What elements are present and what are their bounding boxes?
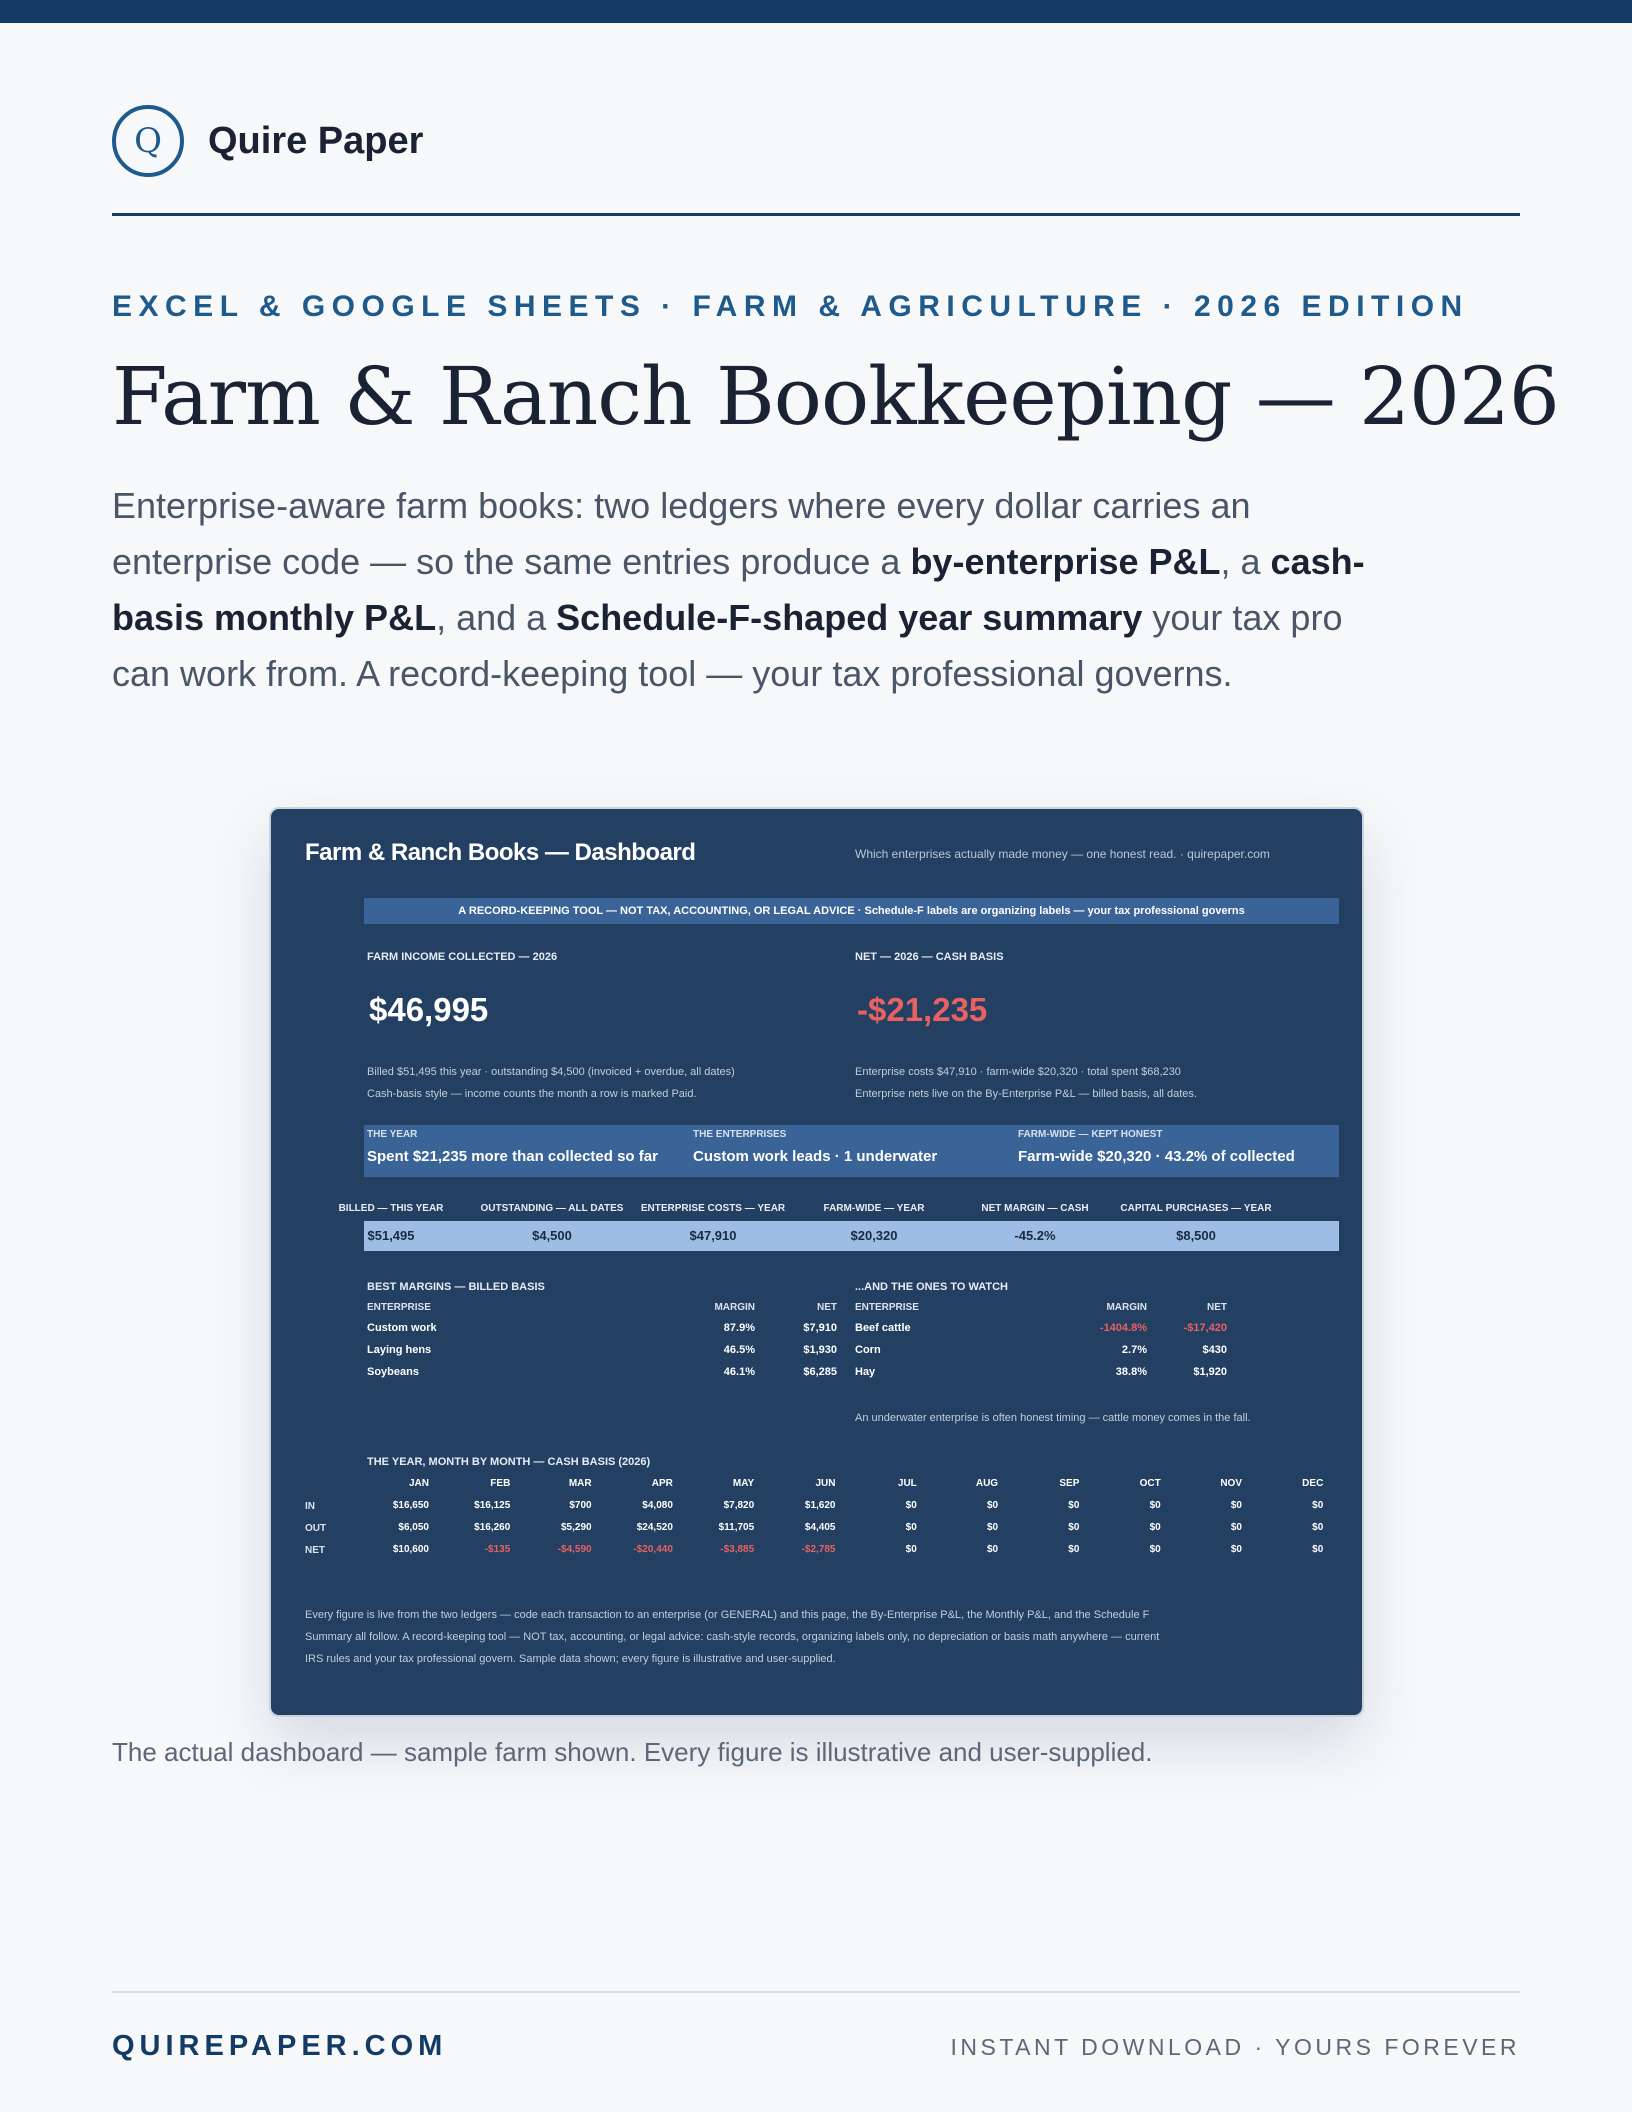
watch-row-margin: -1404.8% (1099, 1322, 1147, 1334)
top-accent-bar (0, 0, 1632, 23)
dashboard-screenshot (269, 807, 1364, 1717)
month-header: SEP (1059, 1478, 1080, 1489)
monthly-cell: $0 (905, 1544, 917, 1555)
lede-bold-1: by-enterprise P&L (910, 541, 1221, 582)
kpi-value-billed: $51,495 (367, 1228, 415, 1243)
monthly-cell: -$135 (484, 1544, 511, 1555)
lede-text-2: , a (1220, 541, 1271, 582)
monthly-cell: $700 (569, 1500, 592, 1511)
best-row-name: Soybeans (367, 1366, 419, 1378)
month-header: JAN (408, 1478, 429, 1489)
monthly-cell: $5,290 (561, 1522, 592, 1533)
watch-header-margin: MARGIN (1106, 1302, 1147, 1313)
best-row-name: Custom work (367, 1322, 437, 1334)
strip-farmwide (1018, 1129, 1295, 1165)
strip-year (367, 1129, 658, 1165)
footer-divider (112, 1991, 1520, 1993)
best-row-margin: 46.1% (723, 1366, 755, 1378)
net-note-2: Enterprise nets live on the By-Enterprise P&L — billed basis, all dates. (855, 1088, 1197, 1100)
month-header: JUL (897, 1478, 917, 1489)
month-header: NOV (1220, 1478, 1242, 1489)
monthly-cell: $0 (1149, 1500, 1161, 1511)
monthly-row-label: IN (305, 1501, 315, 1512)
strip-enterprises-value: Custom work leads · 1 underwater (693, 1148, 938, 1165)
summary-strip (364, 1125, 1339, 1177)
dashboard-footnote: Every figure is live from the two ledgers — code each transaction to an enterprise (or GENERAL) and this page, the By-Enterprise P&L, the Monthly P&L, and the Schedule F Summary all follow. A record-keeping tool — NOT tax, accounting, or legal advice: cash-style records, organizing labels only, no depreciation or basis math anywhere — current IRS rules and your tax professional govern. Sample data shown; every figure is illustrative and user-supplied. (305, 1609, 1160, 1665)
monthly-cell: $0 (1068, 1544, 1080, 1555)
brand-name: Quire Paper (208, 119, 424, 162)
monthly-cell: $0 (986, 1500, 999, 1511)
lede-text-3: , and a (436, 597, 557, 638)
lede-text-1: Enterprise-aware farm books: two ledgers where every dollar carries an enterprise code — so the same entries produce a (112, 485, 1251, 582)
best-row-margin: 46.5% (723, 1344, 755, 1356)
strip-enterprises (693, 1129, 937, 1165)
monthly-cell: $0 (1230, 1522, 1242, 1533)
page-title: Farm & Ranch Bookkeeping — 2026 (112, 350, 1559, 443)
kpi-label-farmwide: FARM-WIDE — YEAR (823, 1203, 925, 1214)
kpi-value-net-margin: -45.2% (1014, 1228, 1056, 1243)
kpi-label-net-margin: NET MARGIN — CASH (981, 1203, 1089, 1214)
best-header-net: NET (817, 1302, 837, 1313)
monthly-cell: $6,050 (398, 1522, 429, 1533)
month-header: FEB (490, 1478, 511, 1489)
monthly-cell: $24,520 (636, 1522, 673, 1533)
income-note-2: Cash-basis style — income counts the month a row is marked Paid. (367, 1088, 697, 1100)
monthly-cell: $4,405 (804, 1522, 836, 1533)
best-row-net: $7,910 (803, 1322, 837, 1334)
watch-row-margin: 38.8% (1115, 1366, 1147, 1378)
monthly-cell: $0 (1068, 1522, 1080, 1533)
income-note-1: Billed $51,495 this year · outstanding $4,500 (invoiced + overdue, all dates) (367, 1066, 735, 1078)
income-label: FARM INCOME COLLECTED — 2026 (367, 951, 558, 963)
monthly-cell: $0 (905, 1500, 917, 1511)
monthly-cell: $0 (1312, 1500, 1324, 1511)
brand[interactable] (112, 104, 423, 178)
month-header: APR (651, 1478, 673, 1489)
monthly-cell: $0 (986, 1522, 999, 1533)
monthly-cell: $4,080 (642, 1500, 673, 1511)
strip-farmwide-value: Farm-wide $20,320 · 43.2% of collected (1018, 1148, 1295, 1165)
monthly-cell: $1,620 (804, 1500, 836, 1511)
lede-bold-3: Schedule-F-shaped year summary (556, 597, 1143, 638)
lede-text-4: your tax pro can work from. A record-keeping tool — your tax professional governs. (112, 597, 1343, 694)
monthly-cell: -$20,440 (633, 1544, 673, 1555)
kpi-label-outstanding: OUTSTANDING — ALL DATES (480, 1203, 624, 1214)
lede (112, 478, 1372, 702)
watch-title: ...AND THE ONES TO WATCH (855, 1281, 1008, 1293)
logo-letter: Q (134, 121, 162, 161)
net-value: -$21,235 (857, 991, 988, 1028)
month-header: MAR (568, 1478, 592, 1489)
logo-icon (112, 105, 184, 177)
best-row-net: $6,285 (803, 1366, 837, 1378)
monthly-cell: $7,820 (723, 1500, 755, 1511)
best-header-enterprise: ENTERPRISE (367, 1302, 431, 1313)
monthly-cell: $0 (1312, 1544, 1324, 1555)
kpi-value-capital: $8,500 (1176, 1228, 1216, 1243)
month-header: JUN (815, 1478, 836, 1489)
monthly-cell: $0 (1068, 1500, 1080, 1511)
watch-row-net: -$17,420 (1183, 1322, 1227, 1334)
best-row-margin: 87.9% (723, 1322, 755, 1334)
kpi-label-capital: CAPITAL PURCHASES — YEAR (1120, 1203, 1272, 1214)
best-header-margin: MARGIN (714, 1302, 755, 1313)
income-value: $46,995 (369, 991, 489, 1028)
kpi-label-billed: BILLED — THIS YEAR (338, 1203, 444, 1214)
monthly-row-label: OUT (305, 1523, 327, 1534)
monthly-cell: $0 (1149, 1522, 1161, 1533)
header-divider (112, 213, 1520, 216)
monthly-cell: $11,705 (718, 1522, 755, 1533)
month-header: OCT (1139, 1478, 1161, 1489)
strip-farmwide-label: FARM-WIDE — KEPT HONEST (1018, 1129, 1163, 1140)
footer-site-link[interactable]: QUIREPAPER.COM (112, 2030, 448, 2062)
footer-tagline: INSTANT DOWNLOAD · YOURS FOREVER (950, 2034, 1520, 2060)
net-note-1: Enterprise costs $47,910 · farm-wide $20,320 · total spent $68,230 (855, 1066, 1181, 1078)
monthly-title: THE YEAR, MONTH BY MONTH — CASH BASIS (2026) (367, 1456, 651, 1468)
watch-note: An underwater enterprise is often honest timing — cattle money comes in the fall. (855, 1412, 1251, 1424)
monthly-cell: $0 (1149, 1544, 1161, 1555)
monthly-cell: $16,125 (474, 1500, 511, 1511)
monthly-cell: $0 (1230, 1500, 1242, 1511)
lede-bold-2: cash-basis monthly P&L (112, 541, 1365, 638)
figure-caption: The actual dashboard — sample farm shown. Every figure is illustrative and user-supplied. (112, 1737, 1153, 1767)
monthly-cell: $16,260 (474, 1522, 511, 1533)
kpi-label-enterprise-costs: ENTERPRISE COSTS — YEAR (640, 1203, 786, 1214)
monthly-cell: -$4,590 (557, 1544, 592, 1555)
kpi-value-enterprise-costs: $47,910 (689, 1228, 737, 1243)
month-header: DEC (1302, 1478, 1324, 1489)
watch-header-enterprise: ENTERPRISE (855, 1302, 919, 1313)
strip-year-label: THE YEAR (367, 1129, 418, 1140)
dashboard-title: Farm & Ranch Books — Dashboard (305, 839, 696, 866)
net-label: NET — 2026 — CASH BASIS (855, 951, 1004, 963)
disclaimer-banner: A RECORD-KEEPING TOOL — NOT TAX, ACCOUNTING, OR LEGAL ADVICE · Schedule-F labels are organizing labels — your tax professional governs (364, 898, 1339, 924)
best-margins-title: BEST MARGINS — BILLED BASIS (367, 1281, 545, 1293)
dashboard-tagline: Which enterprises actually made money — one honest read. · quirepaper.com (855, 847, 1270, 861)
best-row-net: $1,930 (803, 1344, 837, 1356)
watch-row-net: $430 (1202, 1344, 1227, 1356)
kpi-value-outstanding: $4,500 (532, 1228, 572, 1243)
monthly-row-label: NET (305, 1545, 325, 1556)
watch-row-net: $1,920 (1193, 1366, 1227, 1378)
monthly-cell: $0 (1230, 1544, 1242, 1555)
monthly-cell: $16,650 (392, 1500, 429, 1511)
watch-row-name: Hay (855, 1366, 876, 1378)
watch-row-name: Beef cattle (855, 1322, 911, 1334)
monthly-cell: $0 (986, 1544, 999, 1555)
eyebrow: EXCEL & GOOGLE SHEETS · FARM & AGRICULTURE · 2026 EDITION (112, 290, 1469, 323)
strip-enterprises-label: THE ENTERPRISES (693, 1129, 787, 1140)
best-row-name: Laying hens (367, 1344, 432, 1356)
strip-year-value: Spent $21,235 more than collected so far (367, 1148, 658, 1165)
watch-header-net: NET (1207, 1302, 1227, 1313)
monthly-cell: -$2,785 (801, 1544, 836, 1555)
monthly-cell: $10,600 (392, 1544, 429, 1555)
monthly-cell: $0 (905, 1522, 917, 1533)
monthly-cell: -$3,885 (720, 1544, 755, 1555)
watch-row-margin: 2.7% (1121, 1344, 1147, 1356)
watch-row-name: Corn (855, 1344, 881, 1356)
kpi-value-farmwide: $20,320 (850, 1228, 898, 1243)
month-header: MAY (732, 1478, 755, 1489)
monthly-cell: $0 (1312, 1522, 1324, 1533)
month-header: AUG (975, 1478, 999, 1489)
